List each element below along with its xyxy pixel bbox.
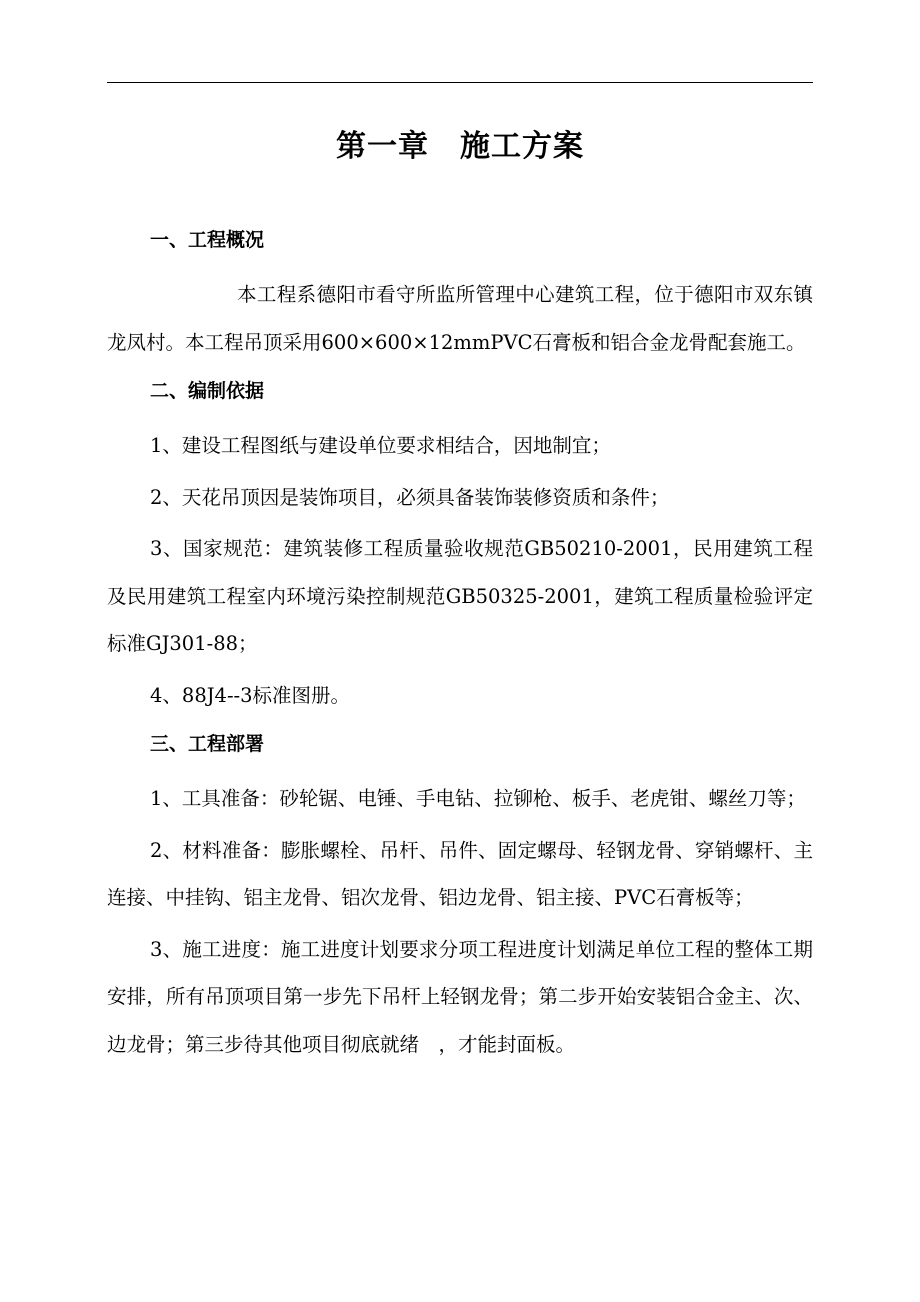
paragraph: 4、88J4--3标准图册。: [150, 683, 351, 707]
paragraph: 2、材料准备：膨胀螺栓、吊杆、吊件、固定螺母、轻钢龙骨、穿销螺杆、主连接、中挂钩、铝主龙骨、铝次龙骨、铝边龙骨、铝主接、PVC石膏板等；: [107, 838, 813, 909]
section-heading: 一、工程概况: [150, 229, 265, 251]
paragraph: 2、天花吊顶因是装饰项目，必须具备装饰装修资质和条件；: [150, 485, 670, 509]
header-rule: [107, 82, 813, 83]
paragraph: 3、施工进度：施工进度计划要求分项工程进度计划满足单位工程的整体工期安排，所有吊顶项目第一步先下吊杆上轻钢龙骨；第二步开始安装铝合金主、次、边龙骨；第三步待其他项目彻底就绪 ，才能封面板。: [107, 937, 813, 1056]
section-heading: 二、编制依据: [150, 380, 265, 402]
document-body: [107, 219, 813, 1072]
paragraph: 1、建设工程图纸与建设单位要求相结合，因地制宜；: [150, 434, 611, 457]
section-heading: 三、工程部署: [150, 733, 265, 755]
chapter-title: 第一章 施工方案: [336, 129, 584, 164]
paragraph: 3、国家规范：建筑装修工程质量验收规范GB50210-2001，民用建筑工程及民用建筑工程室内环境污染控制规范GB50325-2001，建筑工程质量检验评定标准GJ301-88；: [107, 537, 813, 655]
paragraph: 1、工具准备：砂轮锯、电锤、手电钻、拉铆枪、板手、老虎钳、螺丝刀等；: [150, 787, 806, 810]
paragraph: 本工程系德阳市看守所监所管理中心建筑工程，位于德阳市双东镇龙凤村。本工程吊顶采用600×600×12mmPVC石膏板和铝合金龙骨配套施工。: [107, 283, 813, 354]
